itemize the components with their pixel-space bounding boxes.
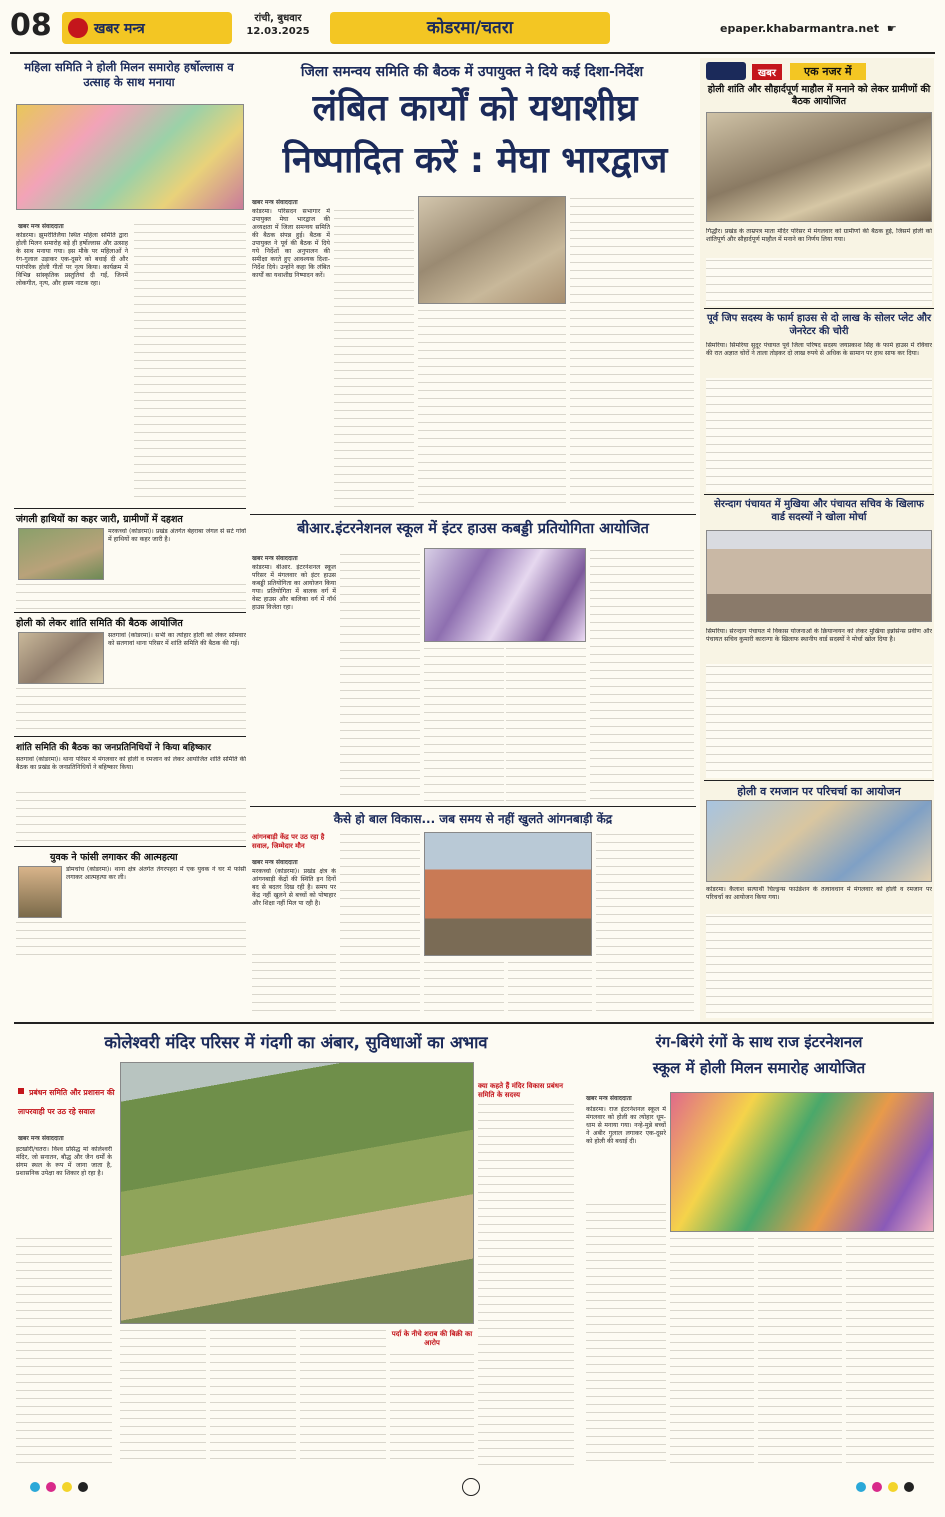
date: 12.03.2025 [246, 26, 310, 37]
sidebar-headline-3: सेरन्दाग पंचायत में मुखिया और पंचायत सचिव के खिलाफ वार्ड सदस्यों ने खोला मोर्चा [714, 499, 924, 523]
page-number: 08 [10, 8, 52, 43]
photo-meeting-hall [418, 196, 566, 304]
masthead [0, 0, 945, 58]
raj-body-col4 [846, 1236, 934, 1466]
reg-dot-magenta [46, 1482, 56, 1492]
left-body-suicide-cont [16, 920, 246, 956]
left-body-elephant-cont [16, 582, 246, 610]
brand-name: खबर मन्त्र [94, 21, 145, 37]
divider [704, 494, 934, 495]
kabaddi-byline: खबर मन्त्र संवाददाता [252, 555, 298, 562]
divider [14, 612, 246, 613]
brand-bar [62, 12, 232, 44]
photo-shanti-meeting [18, 632, 104, 684]
anganbadi-body-col1: मरकच्चो (कोडरमा)। प्रखंड क्षेत्र के आंगनबाड़ी केंद्रों की स्थिति इन दिनों बद से बदतर दिख रही है। समय पर केंद्र नहीं खुलने से बच्चों को पोषाहार और शिक्षा नहीं मिल पा रही है। [252, 868, 336, 907]
left-headline-bahishkar: शांति समिति की बैठक का जनप्रतिनिधियों ने किया बहिष्कार [16, 743, 211, 753]
bullet-square-icon [18, 1088, 24, 1094]
temple-byline: खबर मन्त्र संवाददाता [18, 1135, 64, 1142]
kabaddi-headline: बीआर.इंटरनेशनल स्कूल में इंटर हाउस कबड्डी प्रतियोगिता आयोजित [297, 521, 649, 537]
brand-logo-icon [68, 18, 88, 38]
sidebar-label-2: एक नजर में [790, 63, 866, 80]
main-body-col2 [334, 208, 414, 510]
photo-elephant-damage [18, 528, 104, 580]
divider [250, 514, 696, 515]
sidebar-body-3: सिमरिया। सेरन्दाग पंचायत में विकास योजनाओं के क्रियान्वयन को लेकर मुखिया इन्नोसेन्स प्रवीण और पंचायत सचिव कुमारी कारान्गा के खिलाफ स्थानीय वार्ड सदस्यों ने मोर्चा खोल दिया है। [706, 628, 932, 643]
sidebar-body-1-cont [706, 258, 932, 306]
divider [704, 780, 934, 781]
reg-dot-black-2 [904, 1482, 914, 1492]
divider [704, 308, 934, 309]
place-day: रांची, बुधवार [254, 13, 302, 24]
temple-body-col6 [478, 1102, 574, 1466]
raj-body-col3 [758, 1236, 842, 1466]
reg-dot-cyan-2 [856, 1482, 866, 1492]
anganbadi-byline: खबर मन्त्र संवाददाता [252, 859, 298, 866]
kabaddi-body-col2 [340, 552, 420, 802]
sidebar-body-2-cont [706, 378, 932, 492]
story-body-cont [134, 222, 246, 504]
raj-body-col2 [670, 1236, 754, 1466]
divider [250, 806, 696, 807]
story-body: कोडरमा। झुमरीतिलैया स्थित महिला समिति द्वारा होली मिलन समारोह बड़े ही हर्षोल्लास और उत्साह के साथ मनाया गया। इस मौके पर महिलाओं ने रंग-गुलाल उड़ाकर एक-दूसरे को बधाई दी और पारंपरिक होली गीतों पर नृत्य किया। कार्यक्रम में विभिन्न सांस्कृतिक प्रस्तुतियां दी गईं, जिनमें लोकगीत, नृत्य, और हास्य नाटक रहा। [16, 232, 128, 287]
photo-school-holi [670, 1092, 934, 1232]
main-kicker: जिला समन्वय समिति की बैठक में उपायुक्त ने दिये कई दिशा-निर्देश [300, 64, 644, 80]
anganbadi-sub: आंगनबाड़ी केंद्र पर उठ रहा है सवाल, जिम्मेदार मौन [252, 833, 325, 850]
place-date [232, 12, 324, 38]
left-headline-suicide: युवक ने फांसी लगाकर की आत्महत्या [50, 852, 178, 863]
photo-holi-women [16, 104, 244, 210]
sidebar-headline-4: होली व रमजान पर परिचर्चा का आयोजन [737, 785, 901, 798]
photo-panchayat-bhawan [706, 530, 932, 622]
reg-dot-magenta-2 [872, 1482, 882, 1492]
temple-sub [18, 1080, 116, 1118]
raj-byline: खबर मन्त्र संवाददाता [586, 1095, 632, 1102]
temple-body-col3 [210, 1328, 296, 1466]
divider [14, 508, 246, 509]
left-body-shanti-cont [16, 686, 246, 734]
main-body-col4 [570, 196, 694, 510]
bottom-divider [14, 1022, 934, 1024]
temple-sub-text: प्रबंधन समिति और प्रशासन की लापरवाही पर उठ रहे सवाल [18, 1088, 115, 1116]
kabaddi-body-col5 [590, 548, 694, 802]
temple-body-col1-cont [16, 1236, 112, 1466]
sidebar-label-bar [706, 62, 932, 80]
byline: खबर मन्त्र संवाददाता [18, 223, 64, 230]
photo-gramin-meeting [706, 112, 932, 222]
temple-headline: कोलेश्वरी मंदिर परिसर में गंदगी का अंबार, सुविधाओं का अभाव [104, 1033, 488, 1052]
section-title: कोडरमा/चतरा [426, 18, 514, 38]
cursor-hand-icon: ☛ [886, 22, 897, 35]
main-byline: खबर मन्त्र संवाददाता [252, 199, 298, 206]
anganbadi-body-col5 [596, 832, 694, 1016]
kabaddi-body-col4 [506, 646, 586, 802]
photo-kabaddi-team [424, 548, 586, 642]
temple-box-2-head: पर्दा के नीचे शराब की बिक्री का आरोप [391, 1330, 473, 1347]
divider [14, 736, 246, 737]
reg-dot-yellow-2 [888, 1482, 898, 1492]
masthead-rule [10, 52, 935, 54]
sidebar-label-1: खबर [752, 64, 782, 80]
temple-body-col4 [300, 1328, 386, 1466]
sidebar-body-4-cont [706, 914, 932, 1018]
kabaddi-body-col1: कोडरमा। बीआर. इंटरनेशनल स्कूल परिसर में मंगलवार को इंटर हाउस कबड्डी प्रतियोगिता का आयोजन किया गया। प्रतियोगिता में बालक वर्ग में वेस्ट हाउस और बालिका वर्ग में नॉर्थ हाउस विजेता रहा। [252, 564, 336, 611]
kabaddi-body-col3 [424, 646, 504, 802]
left-headline-elephant: जंगली हाथियों का कहर जारी, ग्रामीणों में दहशत [16, 514, 183, 525]
sidebar-body-4: कोडरमा। कैलाश सत्यार्थी चिल्ड्रन्स फाउंडेशन के तत्वावधान में मंगलवार को होली व रमजान पर परिचर्चा का आयोजन किया गया। [706, 886, 932, 901]
main-body-col1: कोडरमा। परिसदन सभागार में उपायुक्त मेघा भारद्वाज की अध्यक्षता में जिला समन्वय समिति की बैठक संपन्न हुई। बैठक में उपायुक्त ने पूर्व की बैठक में दिये गये निर्देशों का अनुपालन की समीक्षा करते हुए आवश्यक दिशा-निर्देश दिये। उन्होंने कहा कि लंबित कार्यों का यथाशीघ्र निष्पादन करें। [252, 208, 330, 279]
epaper-url-text[interactable]: epaper.khabarmantra.net [720, 22, 879, 35]
temple-body-col1: इटखोरी/चतरा। विश्व प्रसिद्ध मां कोलेश्वरी मंदिर, जो सनातन, बौद्ध और जैन धर्मों के संगम स्थल के रूप में जाना जाता है, प्रशासनिक उपेक्षा का शिकार हो रहा है। [16, 1146, 112, 1177]
left-body-bahishkar-cont [16, 790, 246, 842]
photo-police-officer [18, 866, 62, 918]
left-headline-shanti: होली को लेकर शांति समिति की बैठक आयोजित [16, 618, 183, 629]
story-holi-mahila [14, 60, 244, 106]
divider [14, 846, 246, 847]
reg-dot-yellow [62, 1482, 72, 1492]
left-body-elephant: मरकच्चो (कोडरमा)। प्रखंड अंतर्गत बेहराबा जंगल से सटे गांवों में हाथियों का कहर जारी है। [108, 528, 246, 543]
anganbadi-headline: कैसे हो बाल विकास... जब समय से नहीं खुलते आंगनबाड़ी केंद्र [333, 812, 613, 826]
footer-marks [0, 1476, 945, 1506]
photo-paricharcha [706, 800, 932, 882]
left-body-shanti: सतगावां (कोडरमा)। सभी का त्योहार होली को लेकर सोमवार को सतगावां थाना परिसर में शांति समिति की बैठक की गई। [108, 632, 246, 647]
left-body-suicide: डोमचांच (कोडरमा)। थाना क्षेत्र अंतर्गत तेंगरपहरा में एक युवक ने घर में फांसी लगाकर आत्महत्या कर ली। [66, 866, 246, 881]
raj-body-col1-cont [586, 1202, 666, 1466]
sidebar-body-1: गिद्धौर। प्रखंड के ताम्रपत्र माता मंदिर परिसर में मंगलवार को ग्रामीणों की बैठक हुई, जिसमें होली को शांतिपूर्ण और सौहार्दपूर्ण माहौल में मनाने का निर्णय लिया गया। [706, 228, 932, 243]
main-body-col3 [418, 308, 566, 510]
sidebar-headline-1: होली शांति और सौहार्दपूर्ण माहौल में मनाने को लेकर ग्रामीणों की बैठक आयोजित [707, 84, 931, 107]
section-bar [330, 12, 610, 44]
anganbadi-body-col1-cont [252, 952, 336, 1016]
sidebar-headline-2: पूर्व जिप सदस्य के फार्म हाउस से दो लाख के सोलर प्लेट और जेनरेटर की चोरी [706, 313, 932, 337]
temple-body-col5 [390, 1352, 474, 1466]
crosshair-icon [462, 1478, 480, 1496]
main-headline-2: निष्पादित करें : मेघा भारद्वाज [282, 140, 668, 181]
raj-body-col1: कोडरमा। राज इंटरनेशनल स्कूल में मंगलवार को होली का त्योहार धूम-धाम से मनाया गया। नन्हे-मुन्ने बच्चों ने अबीर गुलाल लगाकर एक-दूसरे को होली की बधाई दी। [586, 1106, 666, 1145]
reg-dot-cyan [30, 1482, 40, 1492]
photo-anganbadi-building [424, 832, 592, 956]
photo-temple-garbage [120, 1062, 474, 1324]
raj-headline-2: स्कूल में होली मिलन समारोह आयोजित [652, 1059, 866, 1077]
reg-dot-black [78, 1482, 88, 1492]
sidebar-body-3-cont [706, 664, 932, 778]
epaper-url[interactable] [720, 22, 897, 35]
sidebar-body-2: सिमरिया। सिमरिया सुदूर पंचायत पूर्व जिला परिषद सदस्य जयप्रकाश सिंह के फार्म हाउस में रविवार की रात अज्ञात चोरों ने ताला तोड़कर दो लाख रुपये से अधिक के सामान पर हाथ साफ कर दिया। [706, 342, 932, 357]
raj-headline-1: रंग-बिरंगे रंगों के साथ राज इंटरनेशनल [655, 1033, 863, 1051]
story-headline: महिला समिति ने होली मिलन समारोह हर्षोल्लास व उत्साह के साथ मनाया [24, 60, 234, 89]
anganbadi-body-col4 [508, 960, 592, 1016]
anganbadi-body-col3 [424, 960, 504, 1016]
left-body-bahishkar: सतगावां (कोडरमा)। थाना परिसर में मंगलवार को होली व रमजान को लेकर आयोजित शांति समिति की बैठक का प्रखंड के जनप्रतिनिधियों ने बहिष्कार किया। [16, 756, 246, 771]
sidebar-logo-icon [706, 62, 746, 80]
anganbadi-body-col2 [340, 832, 420, 1016]
temple-body-col2 [120, 1328, 206, 1466]
temple-box-head: क्या कहते हैं मंदिर विकास प्रबंधन समिति के सदस्य [478, 1082, 563, 1099]
main-headline-1: लंबित कार्यों को यथाशीघ्र [312, 88, 638, 129]
